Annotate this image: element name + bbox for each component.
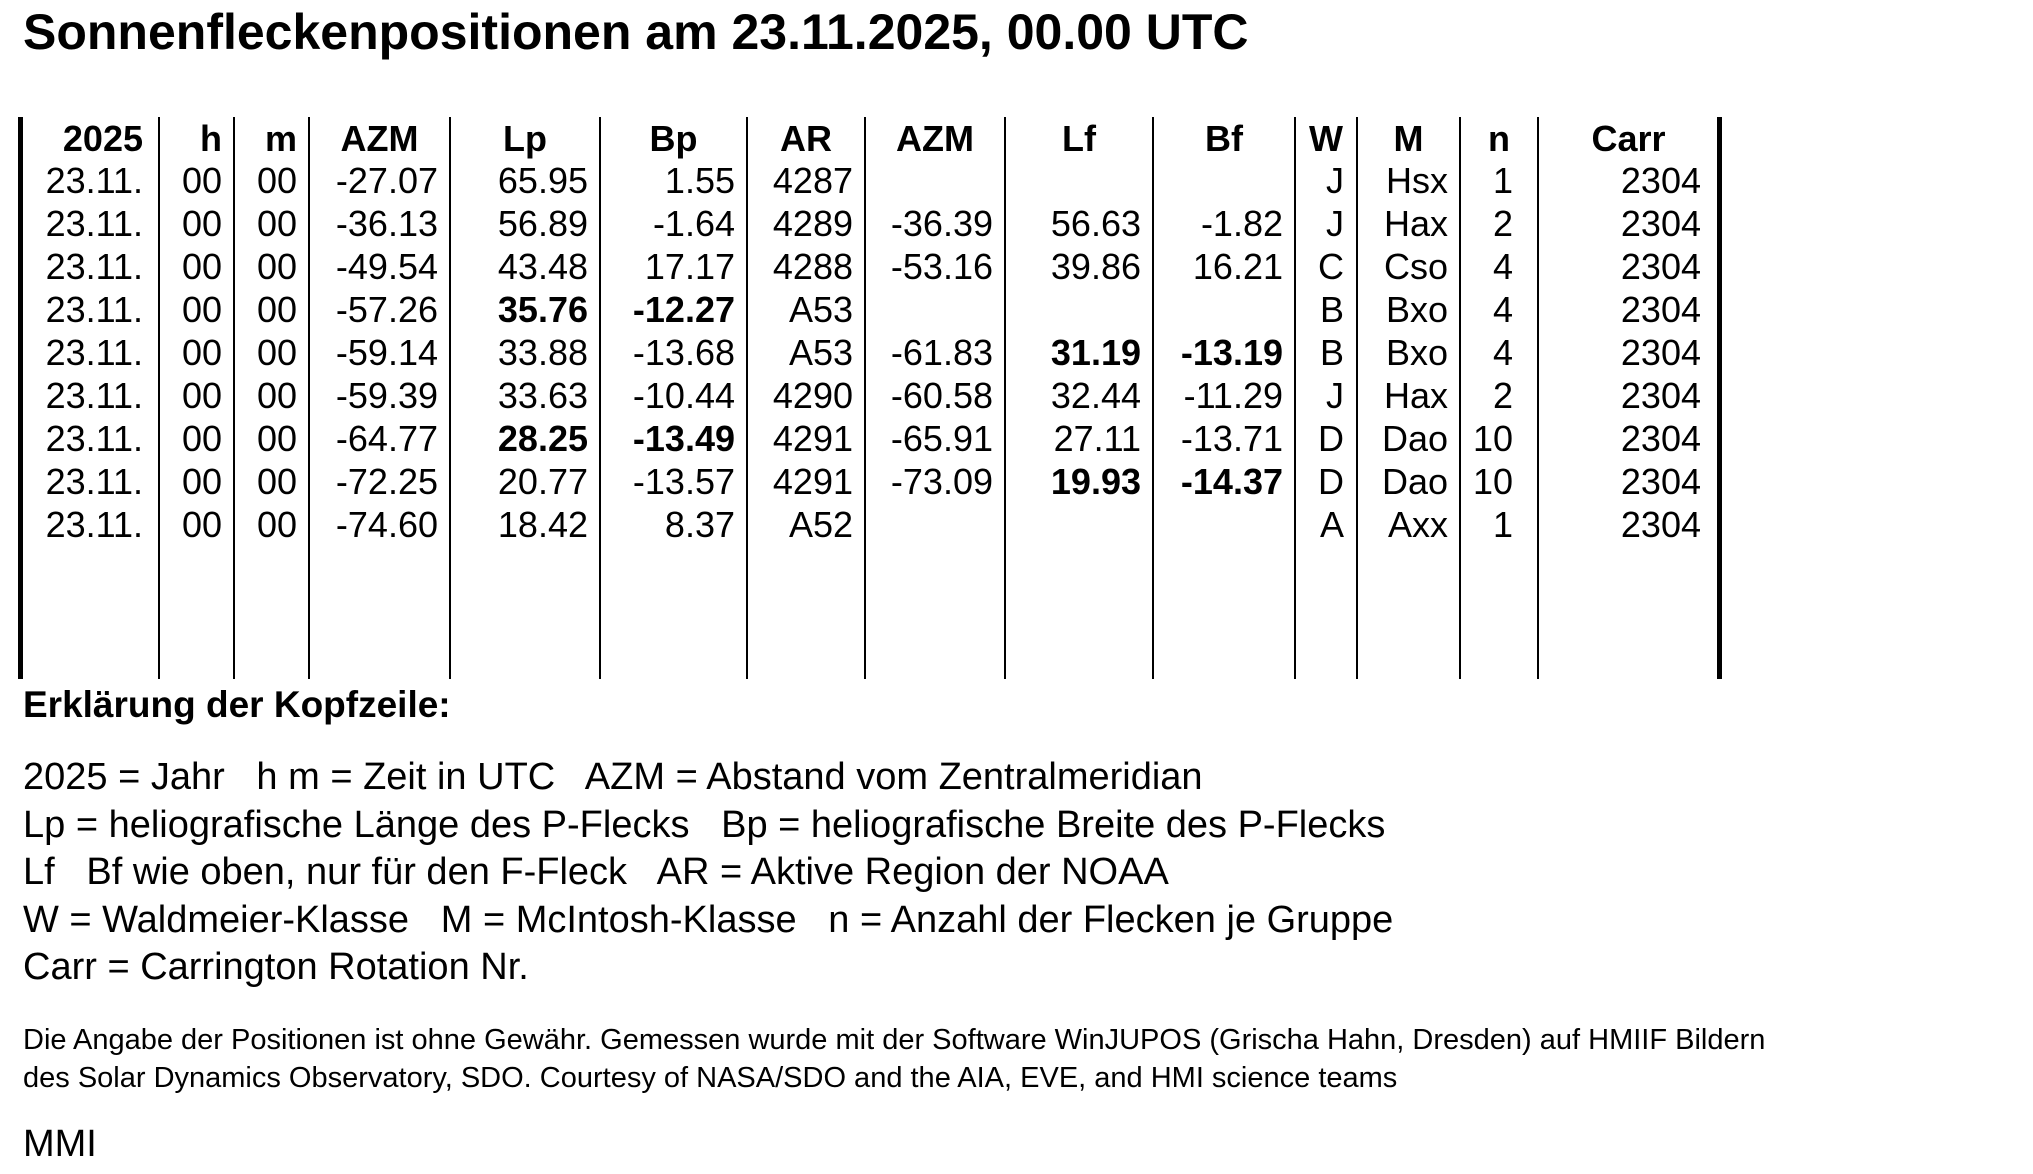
table-cell: 56.63 (1050, 203, 1141, 244)
table-cell: Dao (1381, 461, 1448, 502)
column-divider (1717, 117, 1722, 679)
table-cell: 8.37 (664, 504, 735, 545)
table-cell: 43.48 (497, 246, 588, 287)
table-cell: 23.11. (45, 160, 143, 201)
table-cell: -13.71 (1180, 418, 1283, 459)
table-cell: 23.11. (45, 375, 143, 416)
table-cell: 28.25 (497, 418, 588, 459)
table-cell: 00 (256, 246, 297, 287)
table-cell: 33.63 (497, 375, 588, 416)
table-cell: -1.82 (1200, 203, 1283, 244)
table-cell: 00 (181, 461, 222, 502)
table-cell: -13.68 (632, 332, 735, 373)
table-cell: A53 (788, 289, 853, 330)
table-cell: J (1326, 375, 1344, 416)
column-header: W (1309, 118, 1343, 159)
column-header: M (1393, 118, 1424, 159)
column-header: AZM (340, 118, 419, 159)
table-cell: 2304 (1620, 246, 1701, 287)
table-cell: -10.44 (632, 375, 735, 416)
table-cell: -49.54 (335, 246, 438, 287)
table-cell: 56.89 (497, 203, 588, 244)
table-cell: 23.11. (45, 203, 143, 244)
legend-line: Lp = heliografische Länge des P-Flecks Bp = heliografische Breite des P-Flecks (23, 804, 1386, 846)
table-cell: 4291 (772, 418, 853, 459)
table-cell: -61.83 (890, 332, 993, 373)
table-cell (1005, 503, 1141, 546)
table-cell: Cso (1383, 246, 1448, 287)
table-cell: Hsx (1386, 160, 1448, 201)
table-cell: D (1318, 418, 1344, 459)
sunspot-table (20, 117, 1720, 679)
table-cell: 4291 (772, 461, 853, 502)
table-cell: 1 (1492, 504, 1513, 545)
table-cell: 00 (256, 504, 297, 545)
table-cell: 1 (1492, 160, 1513, 201)
table-cell: D (1318, 461, 1344, 502)
table-cell: 39.86 (1050, 246, 1141, 287)
table-cell (1153, 159, 1283, 202)
table-cell: 23.11. (45, 418, 143, 459)
table-cell: -13.57 (632, 461, 735, 502)
table-cell: 23.11. (45, 461, 143, 502)
column-header: m (264, 118, 297, 159)
table-cell: Dao (1381, 418, 1448, 459)
table-cell: -57.26 (335, 289, 438, 330)
table-cell: 00 (181, 375, 222, 416)
table-cell: 2 (1492, 203, 1513, 244)
table-cell: 00 (256, 289, 297, 330)
column-header: AZM (896, 118, 974, 159)
table-cell: J (1326, 160, 1344, 201)
table-cell: 2 (1492, 375, 1513, 416)
table-cell: -53.16 (890, 246, 993, 287)
table-cell: 00 (256, 332, 297, 373)
legend-line: 2025 = Jahr h m = Zeit in UTC AZM = Abstand vom Zentralmeridian (23, 756, 1203, 798)
table-cell: 00 (256, 160, 297, 201)
column-header: Carr (1591, 118, 1666, 159)
table-cell: 00 (256, 375, 297, 416)
table-cell: 2304 (1620, 160, 1701, 201)
table-cell: -64.77 (335, 418, 438, 459)
table-cell: -13.49 (632, 418, 735, 459)
table-cell: 4288 (772, 246, 853, 287)
table-cell: 2304 (1620, 332, 1701, 373)
table-cell: 00 (181, 160, 222, 201)
table-cell: 10 (1472, 418, 1513, 459)
table-cell: A53 (788, 332, 853, 373)
legend-line: Lf Bf wie oben, nur für den F-Fleck AR = Aktive Region der NOAA (23, 851, 1169, 893)
table-cell: 19.93 (1050, 461, 1141, 502)
table-cell: C (1318, 246, 1344, 287)
page-title: Sonnenfleckenpositionen am 23.11.2025, 00.00 UTC (23, 4, 1249, 60)
table-cell: 17.17 (644, 246, 735, 287)
table-cell: Bxo (1385, 289, 1448, 330)
column-header: AR (780, 118, 832, 159)
table-cell: J (1326, 203, 1344, 244)
column-header: n (1488, 118, 1510, 159)
table-cell: -1.64 (652, 203, 735, 244)
table-cell: 2304 (1620, 504, 1701, 545)
table-cell: -36.39 (890, 203, 993, 244)
table-cell (1005, 288, 1141, 331)
table-cell: 00 (181, 418, 222, 459)
table-cell: 4287 (772, 160, 853, 201)
table-cell: 1.55 (664, 160, 735, 201)
table-cell: 2304 (1620, 289, 1701, 330)
table-cell: -59.39 (335, 375, 438, 416)
table-cell: 35.76 (497, 289, 588, 330)
table-cell: 20.77 (497, 461, 588, 502)
table-cell: Hax (1383, 203, 1448, 244)
table-cell: 32.44 (1050, 375, 1141, 416)
table-cell: 00 (181, 246, 222, 287)
table-cell: -65.91 (890, 418, 993, 459)
table-cell: -60.58 (890, 375, 993, 416)
legend-title: Erklärung der Kopfzeile: (23, 684, 451, 725)
table-cell: 00 (181, 504, 222, 545)
table-cell: 23.11. (45, 246, 143, 287)
table-cell: 16.21 (1192, 246, 1283, 287)
column-header: Bp (649, 118, 698, 159)
table-cell: 00 (181, 332, 222, 373)
table-cell: -73.09 (890, 461, 993, 502)
table-cell: 2304 (1620, 418, 1701, 459)
table-cell: Hax (1383, 375, 1448, 416)
table-cell: B (1319, 289, 1344, 330)
table-cell: 4 (1492, 289, 1513, 330)
table-cell: 00 (181, 203, 222, 244)
table-cell (865, 159, 993, 202)
table-cell: Axx (1387, 504, 1448, 545)
table-cell: 4 (1492, 246, 1513, 287)
table-cell: A (1319, 504, 1344, 545)
table-cell: -12.27 (632, 289, 735, 330)
table-cell: 00 (256, 461, 297, 502)
column-header: Bf (1205, 118, 1243, 159)
table-cell: 00 (256, 418, 297, 459)
column-header: Lp (503, 118, 547, 159)
table-cell (865, 288, 993, 331)
table-cell: 2304 (1620, 375, 1701, 416)
table-cell (865, 503, 993, 546)
table-cell: 65.95 (497, 160, 588, 201)
table-cell: -36.13 (335, 203, 438, 244)
table-cell: -74.60 (335, 504, 438, 545)
table-cell: 23.11. (45, 332, 143, 373)
table-cell: 23.11. (45, 289, 143, 330)
table-cell: 33.88 (497, 332, 588, 373)
table-cell: -11.29 (1183, 375, 1283, 416)
table-cell (1005, 159, 1141, 202)
table-cell (1153, 503, 1283, 546)
table-cell: 23.11. (45, 504, 143, 545)
table-cell: -13.19 (1180, 332, 1283, 373)
table-cell: 4 (1492, 332, 1513, 373)
table-cell: Bxo (1385, 332, 1448, 373)
legend-line: Carr = Carrington Rotation Nr. (23, 946, 529, 988)
table-cell: B (1319, 332, 1344, 373)
signature: MMI (23, 1123, 97, 1165)
table-cell: 2304 (1620, 461, 1701, 502)
table-cell: -14.37 (1180, 461, 1283, 502)
legend-line: W = Waldmeier-Klasse M = McIntosh-Klasse n = Anzahl der Flecken je Gruppe (23, 899, 1394, 941)
table-cell: 00 (256, 203, 297, 244)
table-cell: 31.19 (1050, 332, 1141, 373)
table-cell: 27.11 (1053, 418, 1141, 459)
table-cell: 10 (1472, 461, 1513, 502)
table-cell: 18.42 (497, 504, 588, 545)
table-cell: -59.14 (335, 332, 438, 373)
disclaimer-line: des Solar Dynamics Observatory, SDO. Courtesy of NASA/SDO and the AIA, EVE, and HMI science teams (23, 1062, 1398, 1094)
column-header: 2025 (62, 118, 143, 159)
table-cell: 4290 (772, 375, 853, 416)
table-cell: -72.25 (335, 461, 438, 502)
table-cell: -27.07 (335, 160, 438, 201)
table-cell: 00 (181, 289, 222, 330)
table-cell (1153, 288, 1283, 331)
column-header: h (200, 118, 222, 159)
table-cell: 2304 (1620, 203, 1701, 244)
table-cell: A52 (788, 504, 853, 545)
disclaimer-line: Die Angabe der Positionen ist ohne Gewähr. Gemessen wurde mit der Software WinJUPOS (Grischa Hahn, Dresden) auf HMIIF Bildern (23, 1024, 1766, 1056)
table-cell: 4289 (772, 203, 853, 244)
column-header: Lf (1062, 118, 1096, 159)
